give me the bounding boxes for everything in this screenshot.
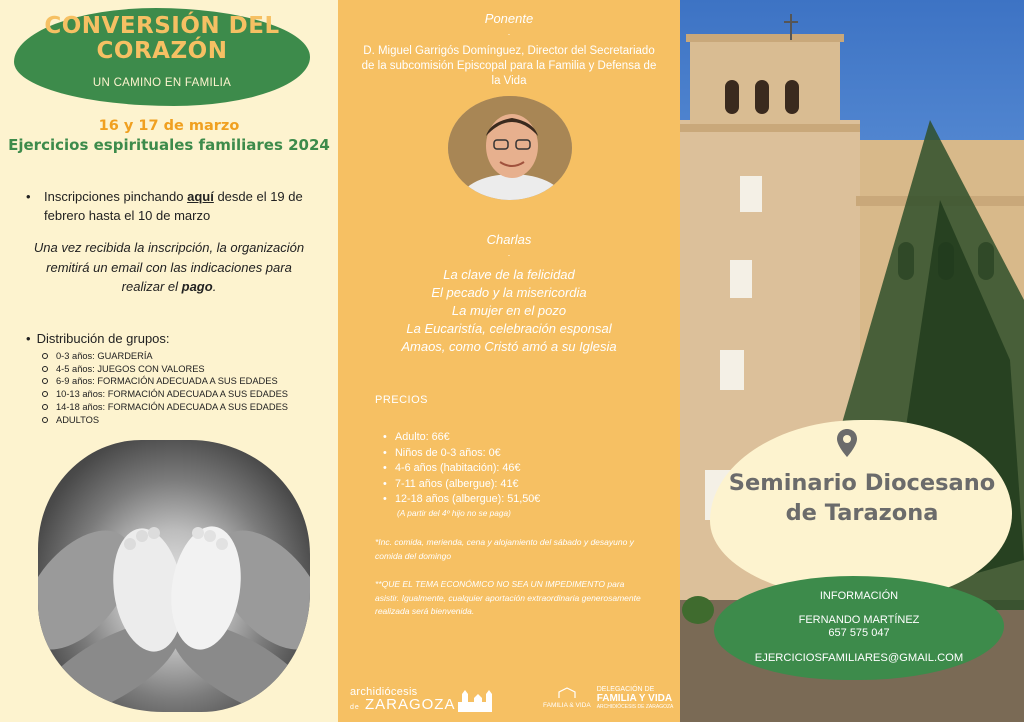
list-item	[42, 363, 288, 376]
included-note: *Inc. comida, merienda, cena y alojamiento del sábado y desayuno y comida del domingo	[375, 537, 634, 561]
logo-text-top: DELEGACIÓN DE	[596, 686, 655, 693]
groups-list	[42, 350, 288, 426]
list-item	[42, 401, 288, 414]
price-item: • Adulto: 66€	[383, 430, 540, 446]
price-item: • 7-11 años (albergue): 41€	[383, 477, 540, 493]
talk-item: El pecado y la misericordia	[431, 285, 587, 300]
heart-house-icon	[558, 687, 576, 699]
group-age: ADULTOS	[56, 414, 100, 425]
left-panel	[0, 0, 338, 722]
logo-text-de: de	[350, 704, 360, 711]
group-age: 0-3 años:	[56, 351, 95, 361]
price-item: • 4-6 años (habitación): 46€	[383, 461, 540, 477]
inscription-text-before: Inscripciones pinchando	[44, 189, 188, 204]
bullet-icon: •	[26, 331, 31, 346]
group-activity: JUEGOS CON VALORES	[94, 363, 205, 374]
speaker-description: D. Miguel Garrigós Domínguez, Director del Secretariado de la subcomisión Episcopal para la Familia y Defensa de la Vida	[361, 45, 657, 87]
page-title: CONVERSIÓN DEL CORAZÓN	[44, 13, 280, 64]
info-title: INFORMACIÓN	[819, 590, 899, 602]
price-item: • Niños de 0-3 años: 0€	[383, 446, 540, 462]
talk-item: Amaos, como Cristó amó a su Iglesia	[401, 339, 617, 354]
family-life-mark	[543, 687, 591, 710]
talk-item: La clave de la felicidad	[443, 267, 575, 282]
logo-text-bottom: ARCHIDIÓCESIS DE ZARAGOZA	[596, 704, 674, 710]
event-name: Ejercicios espirituales familiares 2024	[8, 136, 330, 154]
economic-note: **QUE EL TEMA ECONÓMICO NO SEA UN IMPEDIMENTO para asistir. Igualmente, cualquier aportación extraordinaria generosamente realizada será bienvenida.	[375, 579, 641, 616]
inscription-link[interactable]: aquí	[187, 189, 214, 204]
logo-text-top: archidiócesis	[350, 686, 418, 698]
circle-bullet-icon	[42, 404, 48, 410]
inscription-note	[28, 238, 310, 297]
inscription-info	[26, 187, 320, 225]
inscription-text-after: desde el 19 de febrero hasta el 10 de marzo	[44, 189, 303, 223]
group-activity: FORMACIÓN ADECUADA A SUS EDADES	[105, 401, 288, 412]
middle-panel	[338, 0, 680, 722]
talks-label: Charlas	[486, 232, 532, 247]
circle-bullet-icon	[42, 417, 48, 423]
logo-text-bottom: ZARAGOZA	[364, 696, 456, 713]
group-activity: FORMACIÓN ADECUADA A SUS EDADES	[105, 389, 288, 400]
place-name: Seminario Diocesano de Tarazona	[728, 470, 996, 526]
groups-title	[26, 331, 170, 346]
separator-dot: ·	[507, 29, 511, 39]
logo-mark-text: FAMILIA & VIDA	[543, 701, 591, 709]
group-age: 14-18 años:	[56, 401, 106, 412]
price-item: • 12-18 años (albergue): 51,50€	[383, 492, 540, 508]
group-age: 4-5 años:	[56, 363, 95, 374]
contact-name: FERNANDO MARTÍNEZ	[798, 614, 920, 626]
hands-illustration	[38, 440, 310, 712]
note-text-before: Una vez recibida la inscripción, la organización remitirá un email con las indicaciones para realizar el	[33, 240, 305, 294]
family-life-logo	[543, 686, 673, 710]
note-bold: pago	[181, 279, 213, 294]
group-age: 6-9 años:	[56, 376, 95, 387]
note-text-after: .	[212, 279, 217, 294]
prices-note: (A partir del 4º hijo no se paga)	[397, 508, 511, 518]
list-item	[42, 375, 288, 388]
circle-bullet-icon	[42, 378, 48, 384]
group-activity: GUARDERÍA	[94, 351, 153, 361]
logo-text-main: FAMILIA Y VIDA	[596, 693, 673, 704]
prices-title: PRECIOS	[375, 394, 429, 406]
talk-item: La Eucaristía, celebración esponsal	[406, 321, 612, 336]
speaker-label: Ponente	[484, 11, 534, 26]
page-subtitle: UN CAMINO EN FAMILIA	[92, 77, 232, 89]
talk-item: La mujer en el pozo	[451, 303, 567, 318]
right-panel	[680, 0, 1024, 722]
list-item	[42, 414, 288, 427]
portrait-illustration	[448, 96, 574, 202]
contact-email: EJERCICIOSFAMILIARES@GMAIL.COM	[754, 652, 964, 664]
list-item	[42, 388, 288, 401]
list-item	[42, 350, 288, 363]
circle-bullet-icon	[42, 366, 48, 372]
contact-phone: 657 575 047	[828, 627, 890, 639]
separator-dot: ·	[507, 250, 511, 260]
archdiocese-logo	[350, 686, 455, 713]
group-age: 10-13 años:	[56, 389, 106, 400]
location-pin-icon	[836, 428, 858, 458]
bullet-icon: •	[26, 189, 31, 204]
talks-list	[338, 266, 680, 356]
speaker-portrait	[446, 94, 574, 202]
groups-title-text: Distribución de grupos:	[36, 331, 170, 346]
group-activity: FORMACIÓN ADECUADA A SUS EDADES	[94, 376, 278, 387]
event-dates: 16 y 17 de marzo	[98, 118, 240, 134]
prices-list	[383, 430, 540, 508]
circle-bullet-icon	[42, 353, 48, 359]
cathedral-icon	[456, 688, 496, 714]
family-hands-photo	[38, 440, 310, 712]
circle-bullet-icon	[42, 391, 48, 397]
